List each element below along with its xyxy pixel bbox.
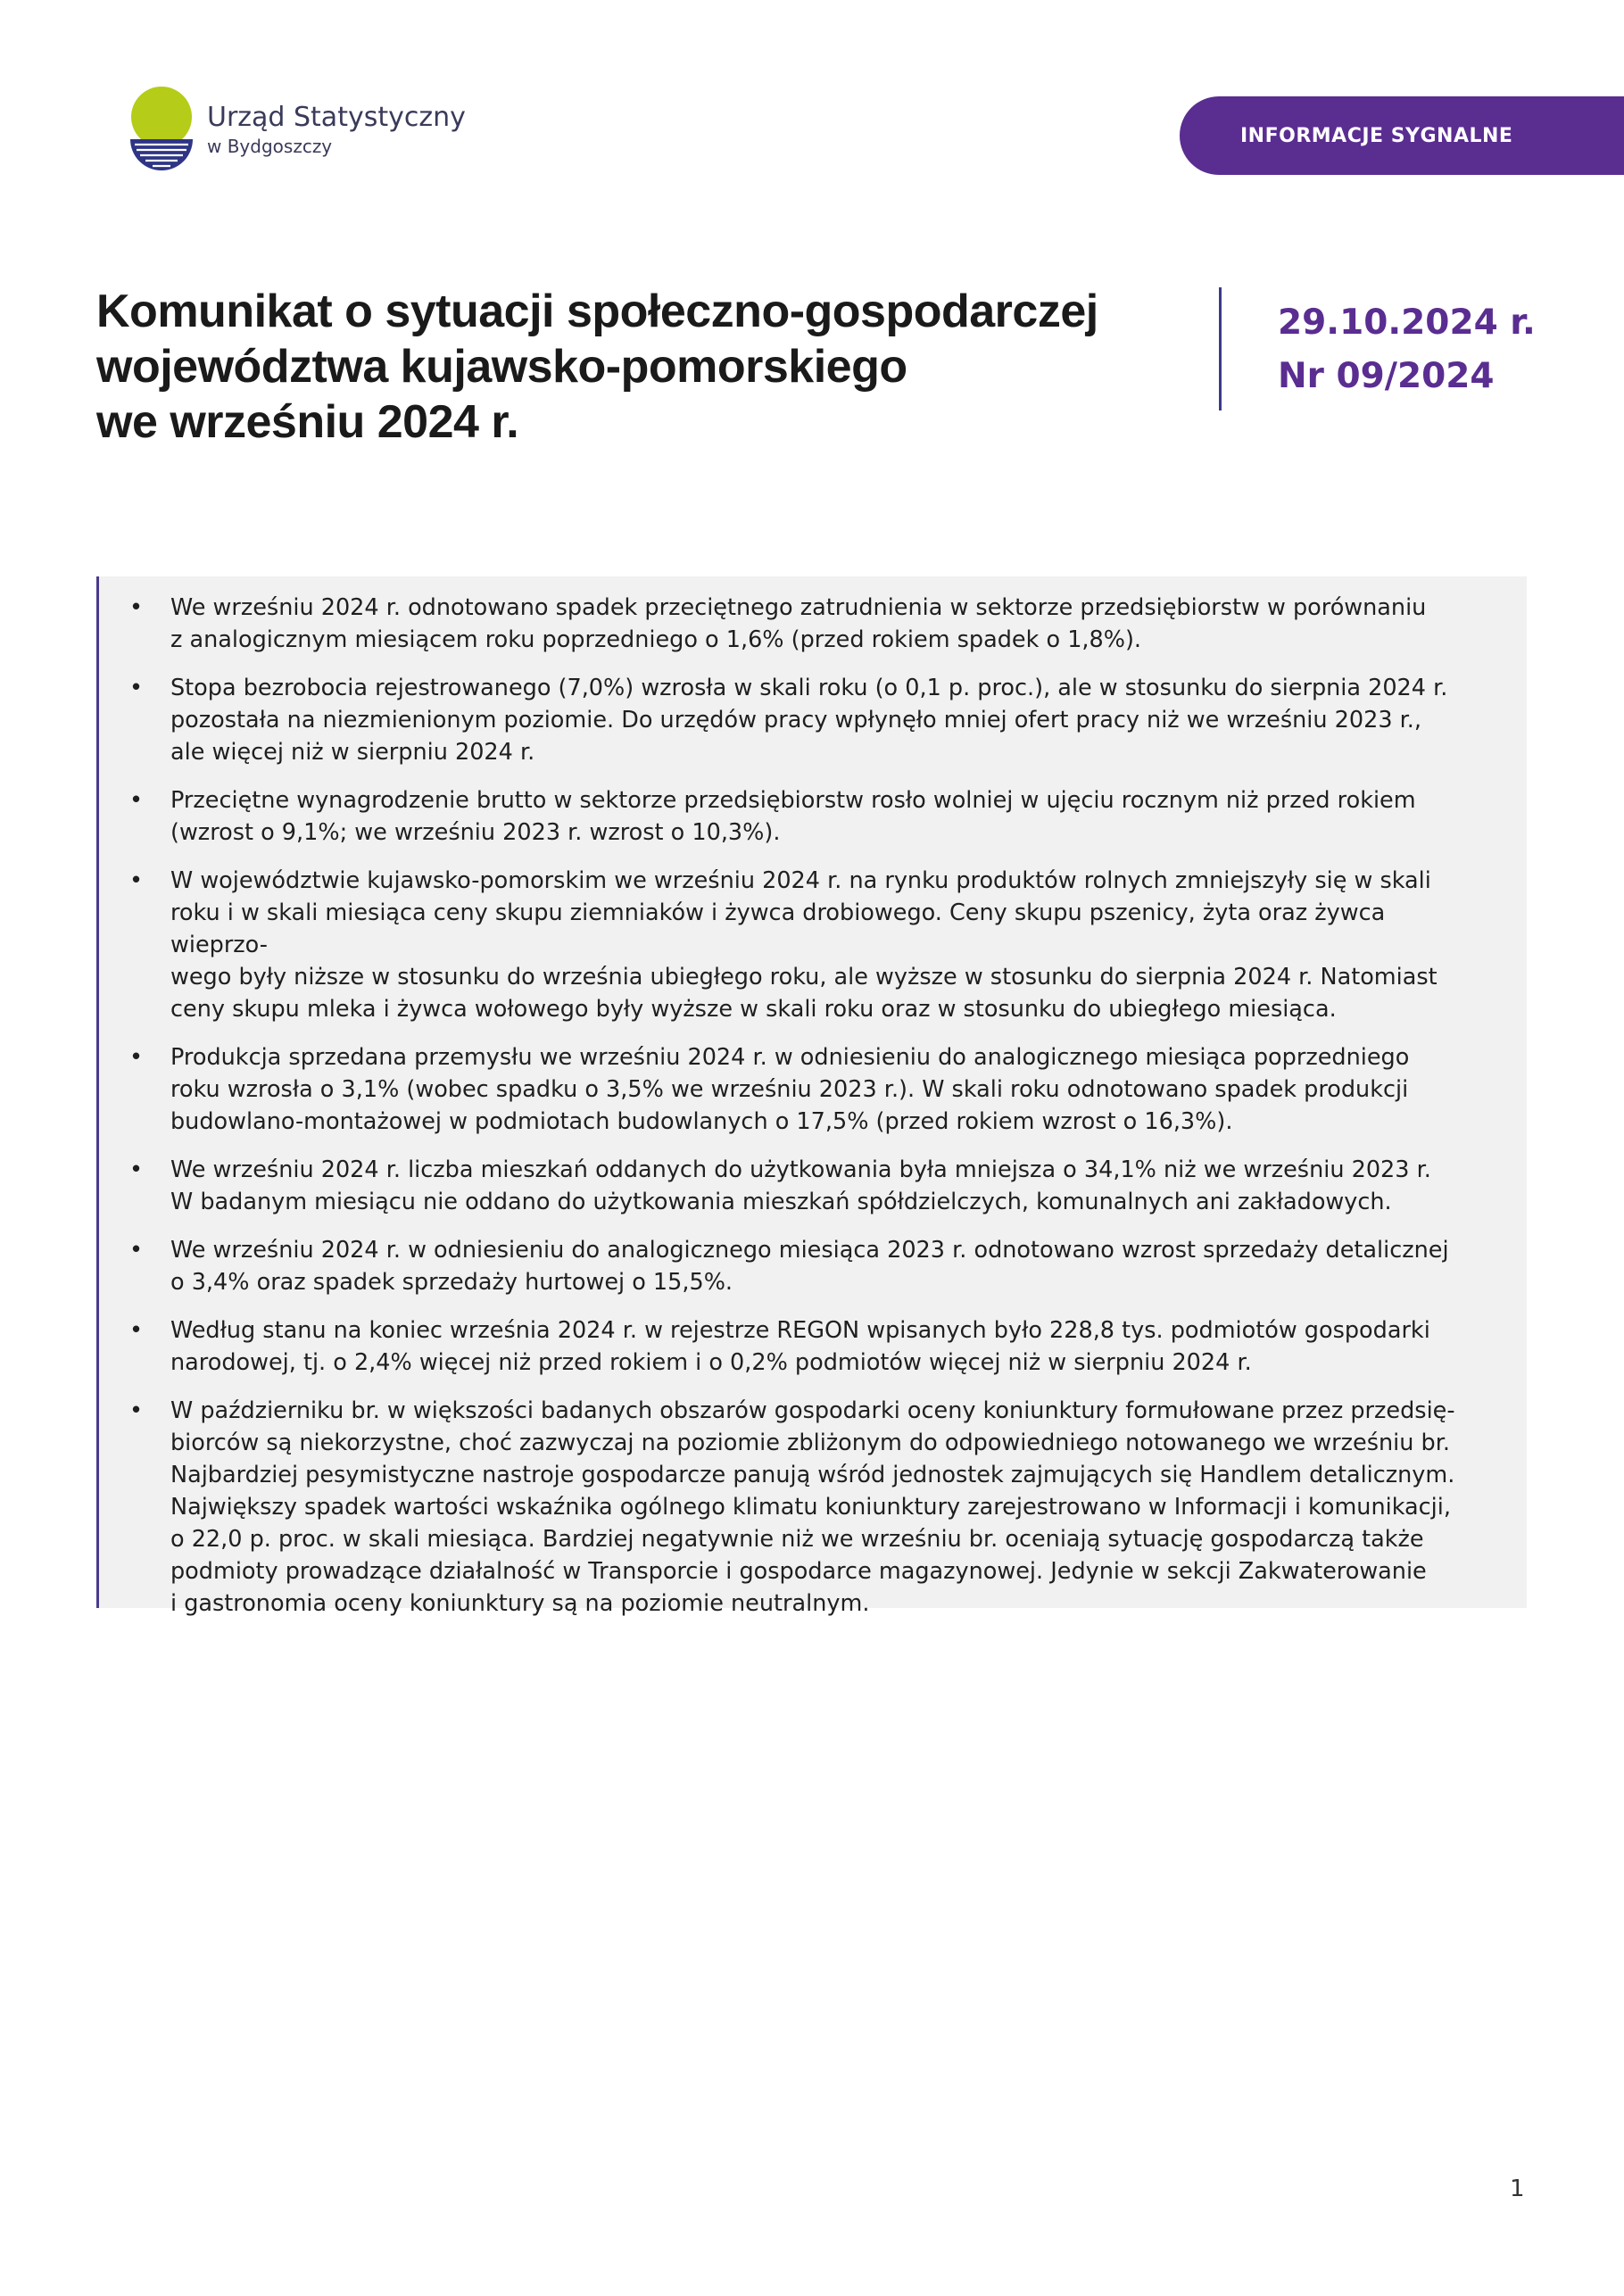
summary-item <box>124 1395 1464 1620</box>
summary-line: W badanym miesiącu nie oddano do użytkowania mieszkań spółdzielczych, komunalnych ani zakładowych. <box>170 1189 1392 1215</box>
summary-line: ceny skupu mleka i żywca wołowego były wyższe w skali roku oraz w stosunku do ubiegłego miesiąca. <box>170 996 1337 1023</box>
summary-line: Największy spadek wartości wskaźnika ogólnego klimatu koniunktury zarejestrowano w Informacji i komunikacji, <box>170 1494 1451 1521</box>
summary-list <box>124 592 1464 1620</box>
summary-line: narodowej, tj. o 2,4% więcej niż przed rokiem i o 0,2% podmiotów więcej niż w sierpniu 2024 r. <box>170 1349 1252 1376</box>
summary-line: We wrześniu 2024 r. odnotowano spadek przeciętnego zatrudnienia w sektorze przedsiębiorstw w porównaniu <box>170 594 1427 621</box>
summary-line: W województwie kujawsko-pomorskim we wrześniu 2024 r. na rynku produktów rolnych zmniejszyły się w skali <box>170 867 1431 894</box>
summary-line: biorców są niekorzystne, choć zazwyczaj na poziomie zbliżonym do odpowiedniego notowanego we wrześniu br. <box>170 1430 1450 1456</box>
summary-line: wego były niższe w stosunku do września ubiegłego roku, ale wyższe w stosunku do sierpnia 2024 r. Natomiast <box>170 964 1438 991</box>
summary-line: i gastronomia oceny koniunktury są na poziomie neutralnym. <box>170 1590 870 1617</box>
title-line: województwa kujawsko-pomorskiego <box>96 341 907 393</box>
summary-line: podmioty prowadzące działalność w Transporcie i gospodarce magazynowej. Jedynie w sekcji Zakwaterowanie <box>170 1558 1427 1585</box>
summary-item <box>124 1041 1464 1138</box>
bullet-icon: • <box>129 1397 144 1424</box>
summary-line: o 3,4% oraz spadek sprzedaży hurtowej o 15,5%. <box>170 1269 733 1296</box>
summary-line: o 22,0 p. proc. w skali miesiąca. Bardziej negatywnie niż we wrześniu br. oceniają sytuację gospodarczą także <box>170 1526 1424 1553</box>
header-divider <box>1219 287 1222 410</box>
summary-line: Według stanu na koniec września 2024 r. w rejestrze REGON wpisanych było 228,8 tys. podmiotów gospodarki <box>170 1317 1430 1344</box>
bullet-icon: • <box>129 594 144 621</box>
summary-line: Stopa bezrobocia rejestrowanego (7,0%) wzrosła w skali roku (o 0,1 p. proc.), ale w stosunku do sierpnia 2024 r. <box>170 675 1448 701</box>
summary-line: roku wzrosła o 3,1% (wobec spadku o 3,5% we wrześniu 2023 r.). W skali roku odnotowano spadek produkcji <box>170 1076 1409 1103</box>
bullet-icon: • <box>129 1156 144 1183</box>
logo-text <box>207 102 466 159</box>
summary-line: budowlano-montażowej w podmiotach budowlanych o 17,5% (przed rokiem wzrost o 16,3%). <box>170 1108 1233 1135</box>
summary-item <box>124 592 1464 656</box>
bullet-icon: • <box>129 1044 144 1071</box>
org-name: Urząd Statystyczny <box>207 102 466 133</box>
summary-item <box>124 784 1464 849</box>
badge-label: INFORMACJE SYGNALNE <box>1240 124 1513 147</box>
summary-line: z analogicznym miesiącem roku poprzedniego o 1,6% (przed rokiem spadek o 1,8%). <box>170 626 1142 653</box>
summary-line: W październiku br. w większości badanych obszarów gospodarki oceny koniunktury formułowane przez przedsię- <box>170 1397 1455 1424</box>
title-line: Komunikat o sytuacji społeczno-gospodarczej <box>96 286 1098 337</box>
logo-icon <box>128 86 199 184</box>
page-title <box>96 284 1167 450</box>
summary-line: ale więcej niż w sierpniu 2024 r. <box>170 739 535 766</box>
release-number: Nr 09/2024 <box>1278 356 1495 396</box>
summary-line: We wrześniu 2024 r. liczba mieszkań oddanych do użytkowania była mniejsza o 34,1% niż we wrześniu 2023 r. <box>170 1156 1431 1183</box>
summary-item <box>124 1154 1464 1218</box>
summary-line: roku i w skali miesiąca ceny skupu ziemniaków i żywca drobiowego. Ceny skupu pszenicy, żyta oraz żywca wieprzo- <box>170 899 1386 958</box>
summary-item <box>124 1234 1464 1298</box>
summary-line: Najbardziej pesymistyczne nastroje gospodarcze panują wśród jednostek zajmujących się Handlem detalicznym. <box>170 1462 1455 1488</box>
summary-line: pozostała na niezmienionym poziomie. Do urzędów pracy wpłynęło mniej ofert pracy niż we wrześniu 2023 r., <box>170 707 1422 734</box>
bullet-icon: • <box>129 1317 144 1344</box>
summary-item <box>124 672 1464 768</box>
bullet-icon: • <box>129 787 144 814</box>
bullet-icon: • <box>129 1237 144 1264</box>
title-line: we wrześniu 2024 r. <box>96 396 519 448</box>
bullet-icon: • <box>129 867 144 894</box>
page-number: 1 <box>1510 2176 1525 2202</box>
summary-line: (wzrost o 9,1%; we wrześniu 2023 r. wzrost o 10,3%). <box>170 819 781 846</box>
summary-item <box>124 1314 1464 1379</box>
summary-line: We wrześniu 2024 r. w odniesieniu do analogicznego miesiąca 2023 r. odnotowano wzrost sprzedaży detalicznej <box>170 1237 1449 1264</box>
org-location: w Bydgoszczy <box>207 136 333 157</box>
summary-box <box>96 576 1527 1617</box>
signal-info-badge <box>1180 96 1624 175</box>
release-date: 29.10.2024 r. <box>1278 303 1536 343</box>
bullet-icon: • <box>129 675 144 701</box>
summary-item <box>124 865 1464 1025</box>
summary-line: Produkcja sprzedana przemysłu we wrześniu 2024 r. w odniesieniu do analogicznego miesiąca poprzedniego <box>170 1044 1410 1071</box>
document-meta <box>1278 296 1536 403</box>
summary-line: Przeciętne wynagrodzenie brutto w sektorze przedsiębiorstw rosło wolniej w ujęciu rocznym niż przed rokiem <box>170 787 1416 814</box>
